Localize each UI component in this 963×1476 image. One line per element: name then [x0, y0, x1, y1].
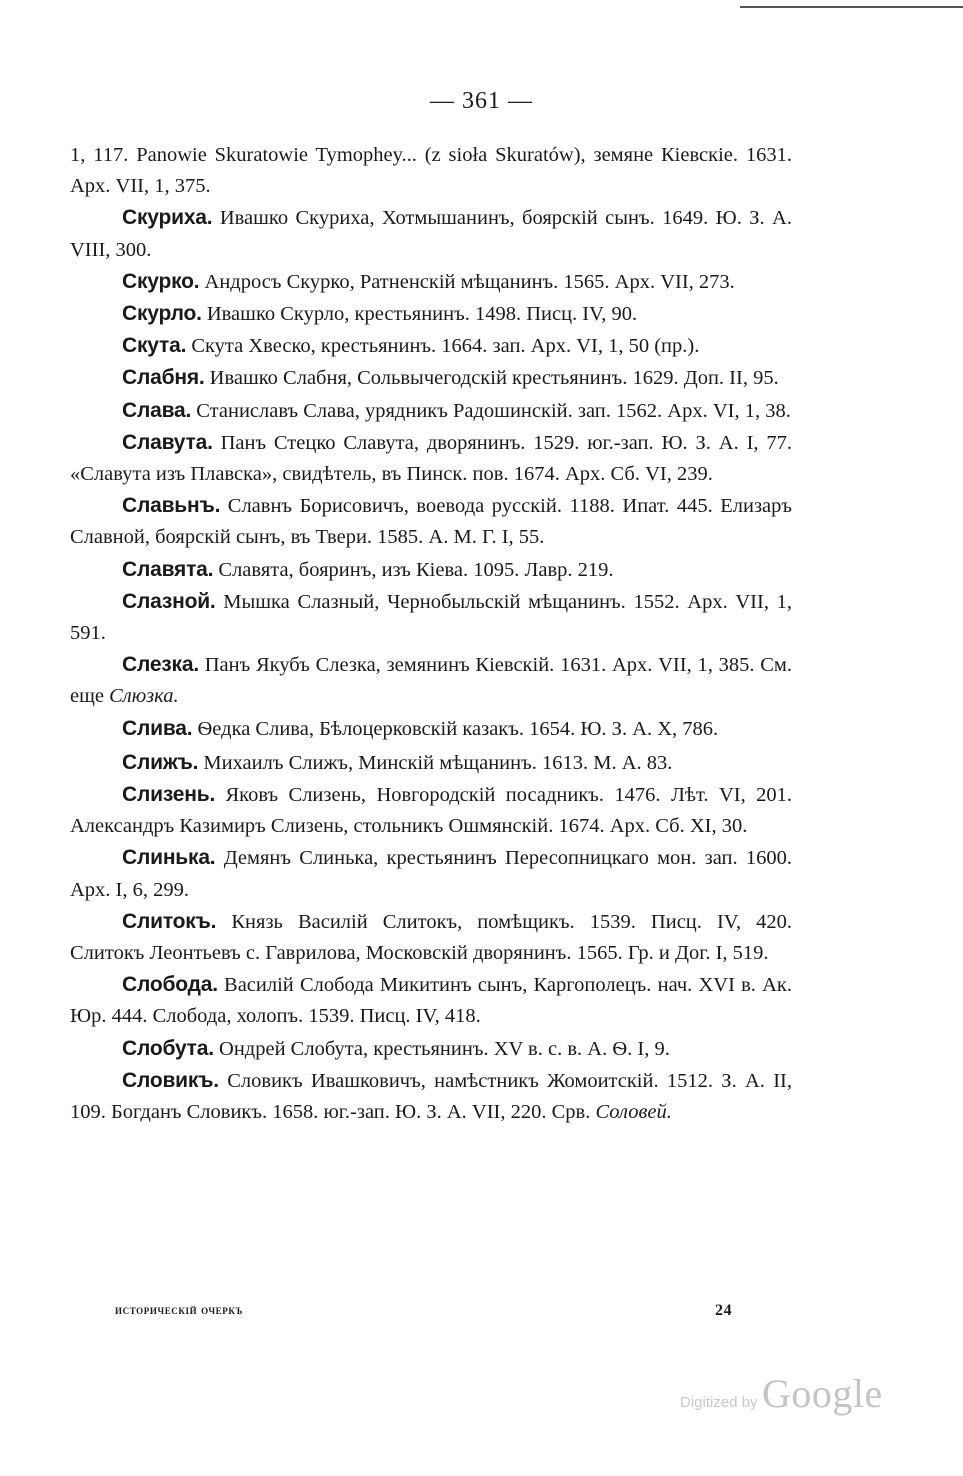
entry-text: Яковъ Слизень, Новгородскій посадникъ. 1476. Лѣт. VI, 201. Александръ Казимиръ Слизень, стольникъ Ошмянскій. 1674. Арх. Сб. XI, 30. [70, 784, 792, 838]
entry-text: Славнъ Борисовичъ, воевода русскій. 1188. Ипат. 445. Елизаръ Славной, боярскій сынъ, въ Твери. 1585. А. М. Г. I, 55. [70, 495, 792, 549]
dictionary-text [70, 140, 792, 1128]
headword: Славута. [122, 430, 213, 454]
entry-text: Ивашко Слабня, Сольвычегодскій крестьянинъ. 1629. Доп. II, 95. [209, 367, 779, 390]
entry [70, 747, 792, 779]
entry [70, 362, 792, 394]
headword: Славята. [122, 557, 214, 581]
headword: Славьнъ. [122, 494, 221, 518]
headword: Слабня. [122, 366, 205, 390]
headword: Скута. [122, 334, 187, 358]
google-logo-text: Google [762, 1371, 883, 1416]
headword: Слава. [122, 398, 192, 422]
entry [70, 779, 792, 842]
entry [70, 713, 792, 745]
cross-reference: Слюзка. [109, 685, 179, 708]
entry-text: Михаилъ Слижъ, Минскій мѣщанинъ. 1613. М. А. 83. [203, 751, 673, 774]
entry [70, 1065, 792, 1128]
entry-text: Словикъ Ивашковичъ, намѣстникъ Жомоитскій. 1512. З. А. II, 109. Богданъ Словикъ. 1658. юг.-зап. Ю. З. А. VII, 220. Срв. [70, 1069, 792, 1124]
entry-text: Ивашко Скурло, крестьянинъ. 1498. Писц. IV, 90. [206, 303, 638, 326]
entry [70, 298, 792, 330]
digitized-watermark [680, 1370, 883, 1417]
entry-text: Славята, бояринъ, изъ Кіева. 1095. Лавр. 219. [218, 558, 614, 581]
entry [70, 330, 792, 362]
headword: Слазной. [122, 589, 216, 613]
entry [70, 969, 792, 1032]
entry [70, 906, 792, 969]
entry-text: Ивашко Скуриха, Хотмышанинъ, боярскій сынъ. 1649. Ю. З. А. VIII, 300. [70, 207, 792, 261]
entry [70, 140, 792, 202]
headword: Скуриха. [122, 206, 213, 230]
signature-mark: историческій очеркъ [115, 1302, 243, 1317]
entry [70, 554, 792, 586]
page-number: — 361 — [430, 88, 533, 114]
digitized-by-text: Digitized by [680, 1394, 758, 1411]
headword: Словикъ. [122, 1068, 219, 1092]
entry [70, 1033, 792, 1065]
entry-text: Ѳедка Слива, Бѣлоцерковскій казакъ. 1654. Ю. З. А. X, 786. [197, 717, 719, 740]
entry [70, 586, 792, 649]
entry [70, 842, 792, 905]
entry-text: Панъ Стецко Славута, дворянинъ. 1529. юг.-зап. Ю. З. А. I, 77. «Славута изъ Плавска», свидѣтель, въ Пинск. пов. 1674. Арх. Сб. VI, 239. [70, 431, 792, 486]
entry-text: Ондрей Слобута, крестьянинъ. XV в. с. в. А. Ѳ. I, 9. [219, 1037, 670, 1060]
top-rule [740, 6, 963, 8]
headword: Слижъ. [122, 750, 199, 774]
entry [70, 202, 792, 265]
headword: Слобода. [122, 973, 218, 997]
headword: Скурло. [122, 302, 202, 326]
entry [70, 395, 792, 427]
headword: Слобута. [122, 1036, 214, 1060]
entry [70, 266, 792, 298]
entry-text: 1, 117. Panowie Skuratowie Tymophey... (z sioła Skuratów), земяне Кіевскіе. 1631. Арх. VII, 1, 375. [70, 144, 792, 198]
entry-text: Князь Василій Слитокъ, помѣщикъ. 1539. Писц. IV, 420. Слитокъ Леонтьевъ с. Гаврилова, Московскій дворянинъ. 1565. Гр. и Дог. I, 519. [70, 910, 792, 965]
entry [70, 490, 792, 553]
entry-text: Василій Слобода Микитинъ сынъ, Каргополецъ. нач. XVI в. Ак. Юр. 444. Слобода, холопъ. 1539. Писц. IV, 418. [70, 974, 792, 1028]
sheet-number: 24 [715, 1302, 733, 1319]
headword: Скурко. [122, 269, 200, 293]
headword: Слизень. [122, 783, 216, 807]
entry-text: Скута Хвеско, крестьянинъ. 1664. зап. Арх. VI, 1, 50 (пр.). [191, 335, 700, 358]
headword: Слива. [122, 716, 193, 740]
entry [70, 427, 792, 490]
entry [70, 649, 792, 712]
page-footer [115, 1302, 735, 1318]
entry-text: Демянъ Слинька, крестьянинъ Пересопницкаго мон. зап. 1600. Арх. I, 6, 299. [70, 847, 793, 901]
entry-text: Андросъ Скурко, Ратненскій мѣщанинъ. 1565. Арх. VII, 273. [204, 270, 735, 293]
cross-reference: Соловей. [595, 1101, 672, 1124]
headword: Слитокъ. [122, 909, 217, 933]
headword: Слинька. [122, 846, 216, 870]
headword: Слезка. [122, 653, 199, 677]
entry-text: Панъ Якубъ Слезка, земянинъ Кіевскій. 1631. Арх. VII, 1, 385. См. еще [70, 654, 793, 708]
entry-text: Мышка Слазный, Чернобыльскій мѣщанинъ. 1552. Арх. VII, 1, 591. [70, 590, 793, 645]
entry-text: Станиславъ Слава, урядникъ Радошинскій. зап. 1562. Арх. VI, 1, 38. [196, 399, 791, 422]
